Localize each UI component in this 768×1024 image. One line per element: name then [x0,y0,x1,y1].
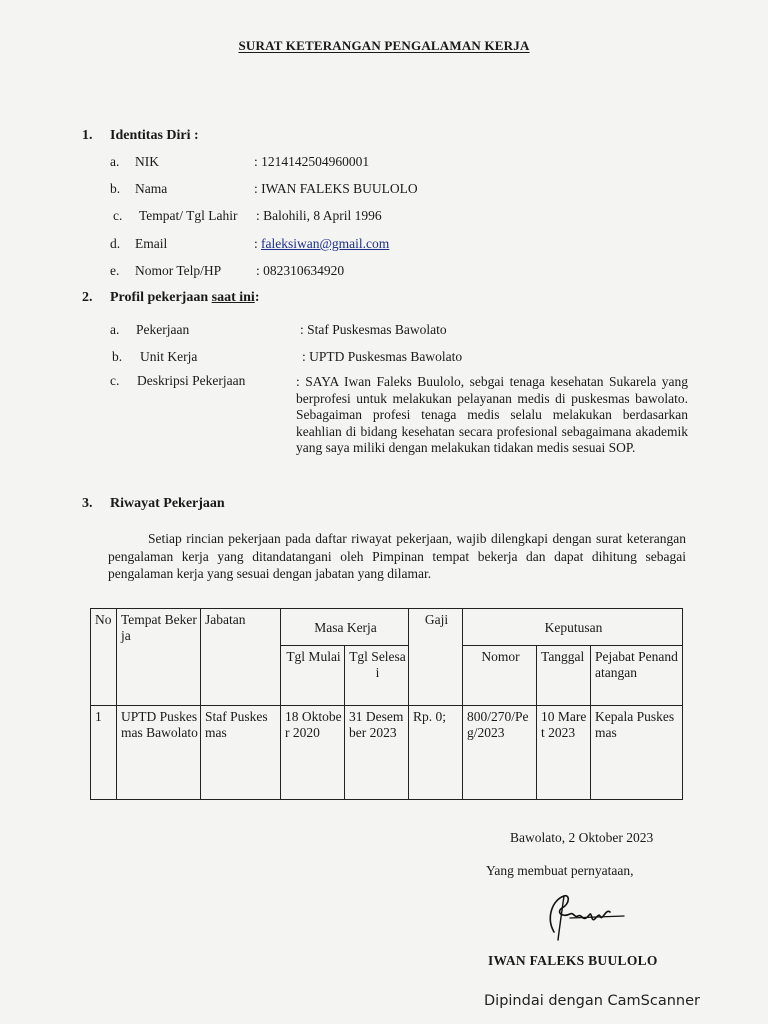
phone-value: : 082310634920 [256,263,345,278]
ttl-value: : Balohili, 8 April 1996 [256,208,382,223]
sign-name: IWAN FALEKS BUULOLO [488,953,658,968]
cell-tempat: UPTD Puskesmas Bawolato [117,706,201,800]
header-gaji: Gaji [409,609,463,706]
ttl-label: Tempat/ Tgl Lahir [139,208,238,223]
deskripsi-value: : SAYA Iwan Faleks Buulolo, sebgai tenaga kesehatan Sukarela yang berprofesi untuk melakukan pelayanan medis di puskesmas bawolato. Sebagaiman profesi tenaga medis selalu melakukan berdasarkan keahlian di bidang kesehatan secara profesional sebagaimana akademik yang saya miliki dengan melakukan tidakan medis sesuai SOP. [296,374,688,455]
section-2-number: 2. [82,290,93,305]
cell-pejabat: Kepala Puskesmas [591,706,683,800]
pekerjaan-value: : Staf Puskesmas Bawolato [300,322,447,337]
table-header-row [91,609,683,646]
header-nomor: Nomor [463,646,537,706]
email-link[interactable]: faleksiwan@gmail.com [261,236,390,251]
riwayat-paragraph [108,530,686,583]
item-letter: a. [110,322,120,337]
unit-kerja-label: Unit Kerja [140,349,198,364]
cell-gaji: Rp. 0; [409,706,463,800]
section-3-number: 3. [82,496,93,511]
header-tanggal: Tanggal [537,646,591,706]
item-letter: c. [113,208,123,223]
document-title: SURAT KETERANGAN PENGALAMAN KERJA [238,38,530,53]
section-2-heading-main: Profil pekerjaan [110,290,212,305]
header-no: No [91,609,117,706]
cell-nomor: 800/270/Peg/2023 [463,706,537,800]
sign-place-date: Bawolato, 2 Oktober 2023 [510,830,654,845]
section-3-heading: Riwayat Pekerjaan [110,496,225,511]
cell-no: 1 [91,706,117,800]
header-jabatan: Jabatan [201,609,281,706]
item-letter: b. [112,349,123,364]
nama-value: : IWAN FALEKS BUULOLO [254,181,418,196]
header-tempat: Tempat Bekerja [117,609,201,706]
section-2-heading-colon: : [254,290,260,305]
header-tgl-selesai: Tgl Selesai [345,646,409,706]
phone-label: Nomor Telp/HP [135,263,222,278]
unit-kerja-value: : UPTD Puskesmas Bawolato [302,349,463,364]
section-2-heading [110,290,259,306]
camscanner-watermark: Dipindai dengan CamScanner [484,993,701,1009]
cell-jabatan: Staf Puskesmas [201,706,281,800]
header-keputusan: Keputusan [463,609,683,646]
item-letter: c. [110,373,120,388]
item-letter: b. [110,181,121,196]
nama-label: Nama [135,181,168,196]
header-tgl-mulai: Tgl Mulai [281,646,345,706]
section-1-number: 1. [82,128,93,143]
item-letter: d. [110,236,121,251]
signature-icon [540,888,630,944]
cell-tanggal: 10 Maret 2023 [537,706,591,800]
header-pejabat: Pejabat Penandatangan [591,646,683,706]
nik-value: : 1214142504960001 [254,154,370,169]
cell-tgl-selesai: 31 Desember 2023 [345,706,409,800]
riwayat-paragraph-text: Setiap rincian pekerjaan pada daftar riwayat pekerjaan, wajib dilengkapi dengan surat keterangan pengalaman kerja yang ditandatangani oleh Pimpinan tempat bekerja dan dapat dihitung sebagai pengalaman kerja yang sesuai dengan jabatan yang dilamar. [108,531,686,581]
item-letter: a. [110,154,120,169]
section-2-heading-underlined: saat ini [211,290,255,305]
header-masa-kerja: Masa Kerja [281,609,409,646]
section-1-heading: Identitas Diri : [110,128,199,143]
nik-label: NIK [135,154,159,169]
sign-statement: Yang membuat pernyataan, [486,863,634,878]
riwayat-table [90,608,683,800]
email-colon: : [254,236,258,251]
cell-tgl-mulai: 18 Oktober 2020 [281,706,345,800]
pekerjaan-label: Pekerjaan [136,322,190,337]
item-letter: e. [110,263,120,278]
email-label: Email [135,236,168,251]
table-row [91,706,683,800]
deskripsi-label: Deskripsi Pekerjaan [137,373,246,388]
